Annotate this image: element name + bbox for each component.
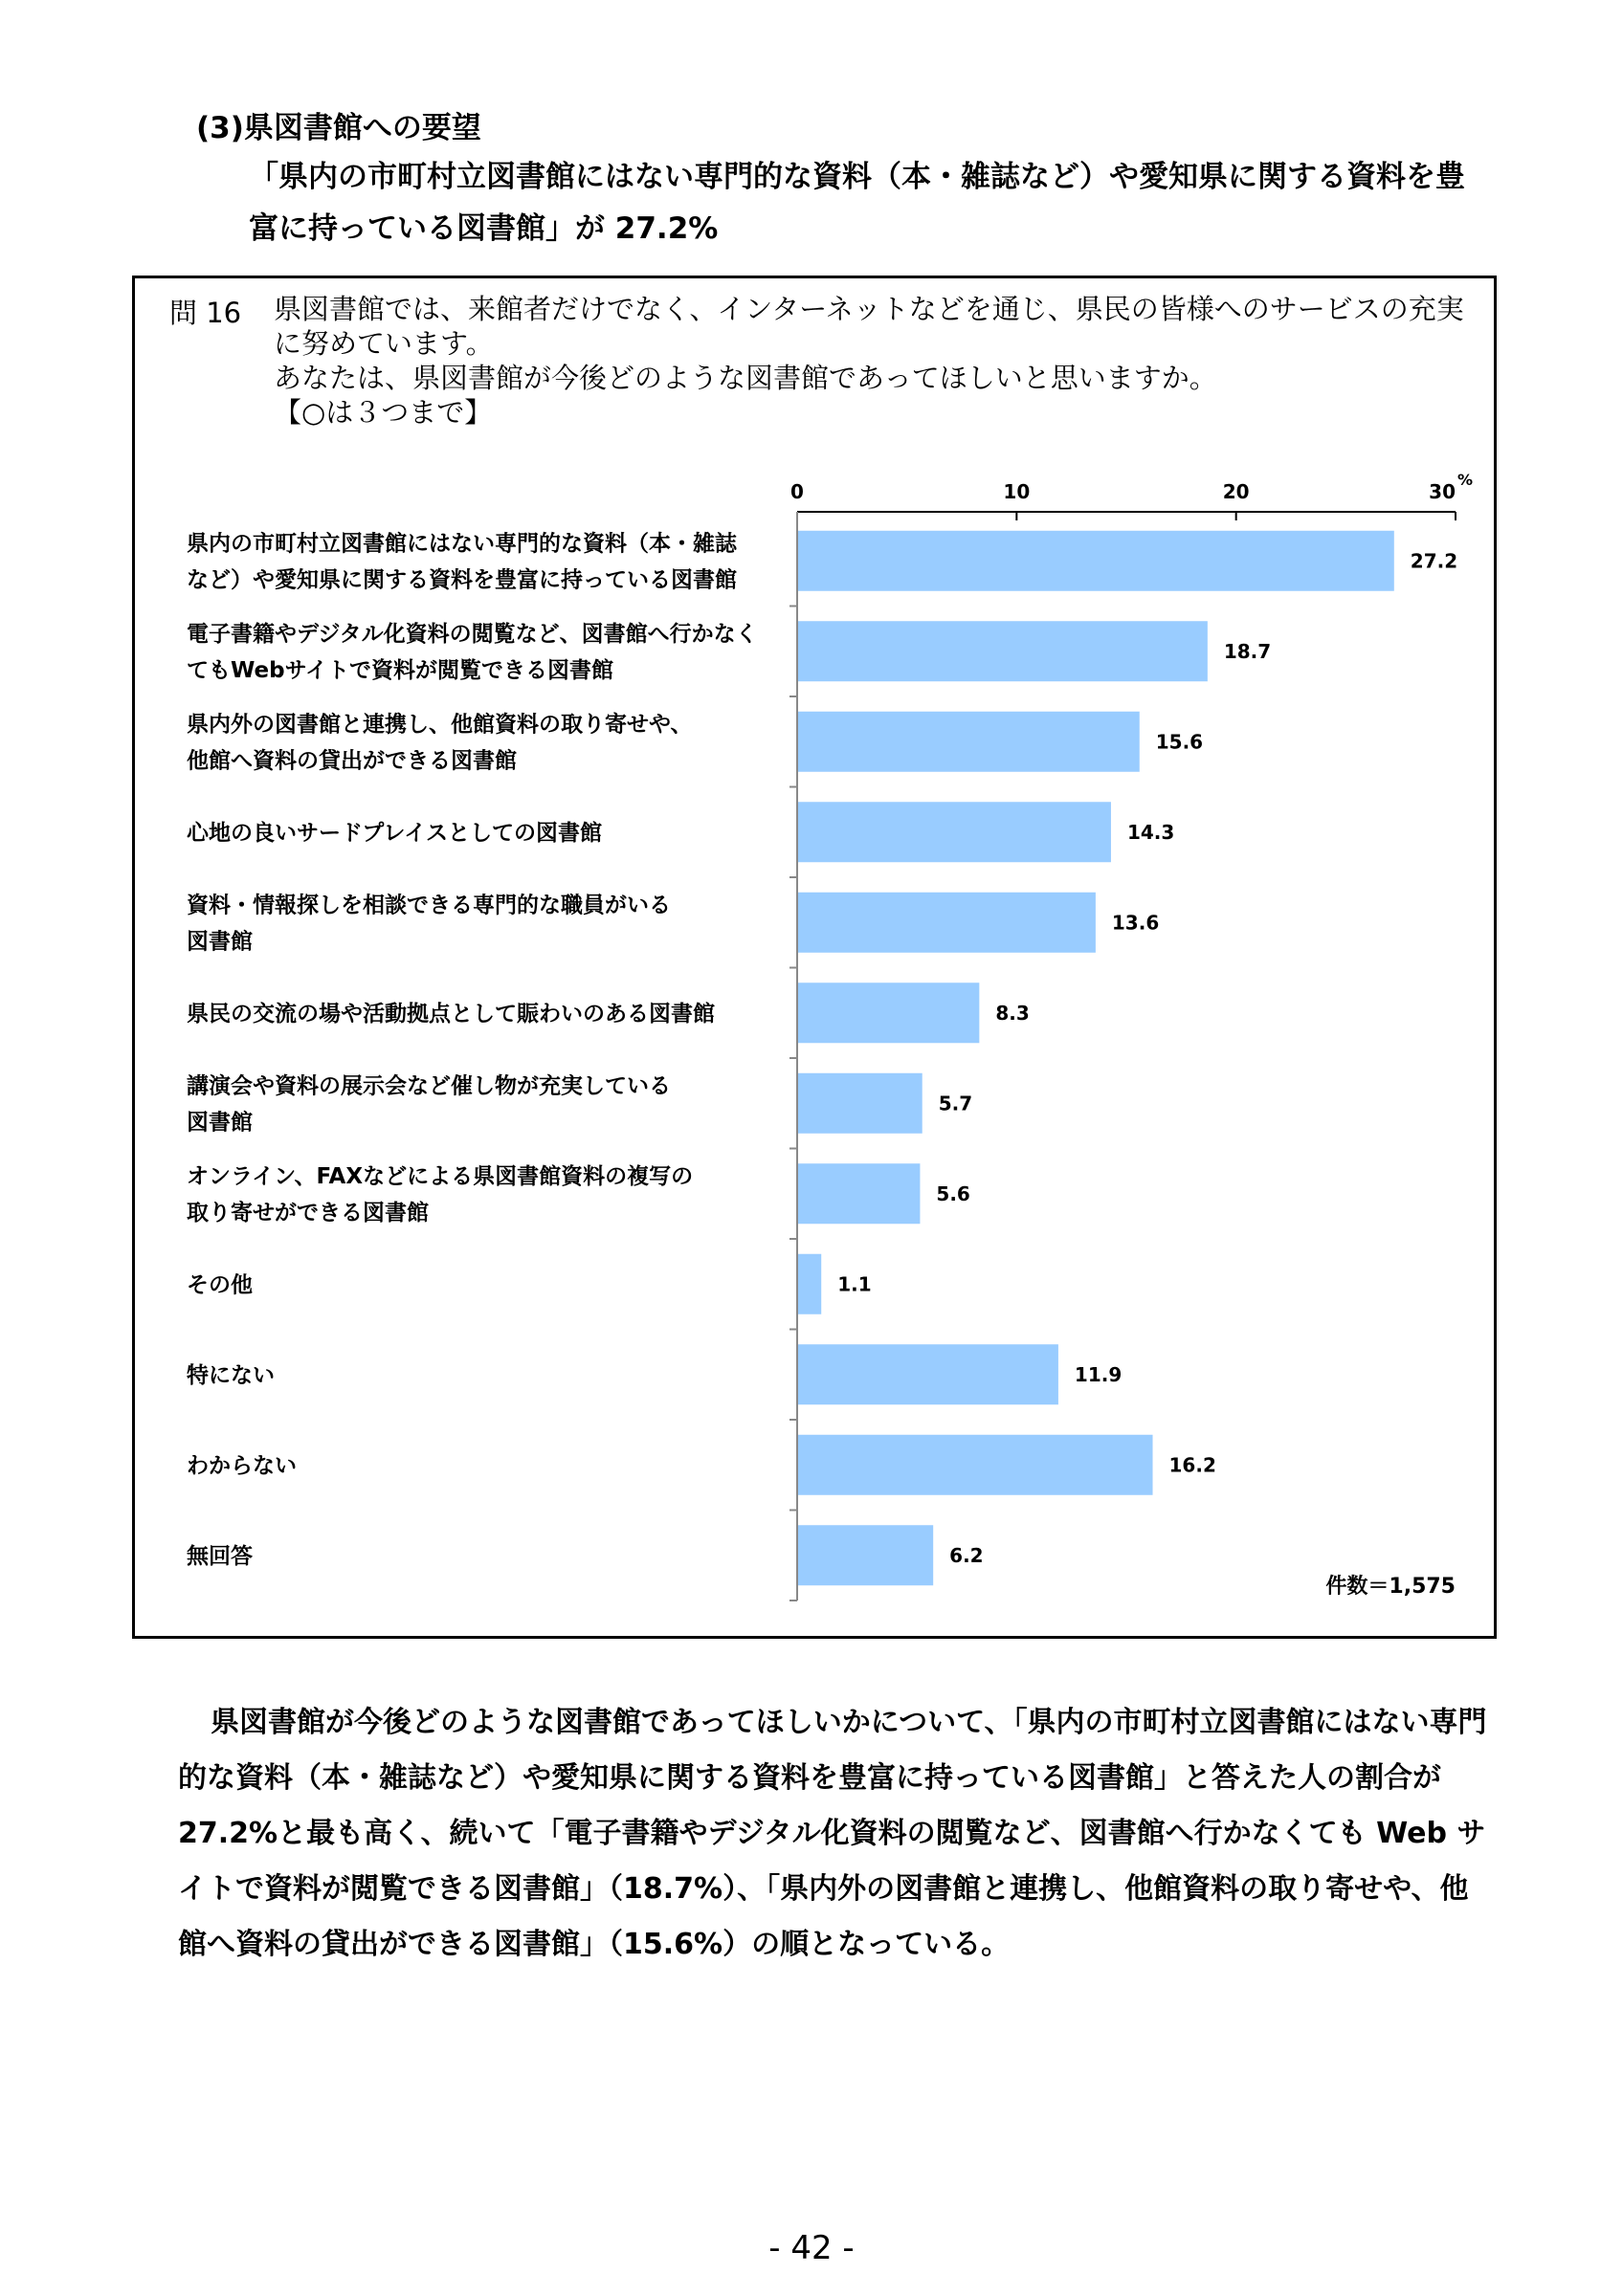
bar-chart [135, 278, 1494, 1636]
x-axis-unit: % [1457, 471, 1474, 489]
value-label: 6.2 [949, 1543, 984, 1567]
category-label: オンライン、FAXなどによる県図書館資料の複写の [187, 1163, 694, 1189]
value-label: 8.3 [995, 1001, 1030, 1025]
value-label: 1.1 [837, 1272, 872, 1296]
category-label: 電子書籍やデジタル化資料の閲覧など、図書館へ行かなく [187, 621, 758, 647]
category-label: 資料・情報探しを相談できる専門的な職員がいる [187, 893, 671, 918]
x-tick-label: 20 [1222, 480, 1250, 503]
bar [798, 802, 1111, 862]
bar [798, 712, 1140, 772]
page-number: - 42 - [768, 2229, 855, 2267]
category-label: など）や愛知県に関する資料を豊富に持っている図書館 [187, 567, 737, 593]
question-box [132, 276, 1497, 1639]
category-label: 県民の交流の場や活動拠点として賑わいのある図書館 [187, 1001, 715, 1027]
bar [798, 1163, 920, 1224]
category-label: 県内外の図書館と連携し、他館資料の取り寄せや、 [187, 712, 693, 738]
category-label: 取り寄せができる図書館 [187, 1200, 429, 1225]
category-label: 図書館 [187, 1110, 253, 1136]
bar [798, 1435, 1153, 1495]
x-tick-label: 0 [790, 480, 804, 503]
question-number: 問 16 [169, 297, 242, 329]
question-instruction: 【○は３つまで】 [274, 396, 493, 429]
category-label: わからない [187, 1453, 297, 1479]
value-label: 11.9 [1074, 1362, 1123, 1386]
category-label: 図書館 [187, 929, 253, 955]
value-label: 14.3 [1126, 820, 1175, 844]
section-headline: 「県内の市町村立図書館にはない専門的な資料（本・雑誌など）や愛知県に関する資料を豊富に持っている図書館」が 27.2% [249, 160, 1465, 246]
bar [798, 621, 1208, 681]
category-label: 特にない [187, 1362, 275, 1388]
category-label: 無回答 [187, 1543, 253, 1569]
value-label: 18.7 [1223, 639, 1272, 663]
bar [798, 1073, 923, 1134]
response-count: 件数＝1,575 [1325, 1575, 1456, 1599]
section-heading: (3)県図書館への要望 [196, 111, 481, 145]
bar [798, 1344, 1058, 1404]
x-tick-label: 10 [1003, 480, 1031, 503]
bar [798, 1525, 933, 1585]
category-label: その他 [187, 1272, 253, 1298]
x-tick-label: 30 [1429, 480, 1456, 503]
bar [798, 1254, 821, 1314]
bar [798, 893, 1096, 953]
summary-paragraph: 県図書館が今後どのような図書館であってほしいかについて、「県内の市町村立図書館にはない専門的な資料（本・雑誌など）や愛知県に関する資料を豊富に持っている図書館」と答えた人の割合が 27.2%と最も高く、続いて「電子書籍やデジタル化資料の閲覧など、図書館へ行かなくても Web サイトで資料が閲覧できる図書館」（18.7%）、「県内外の図書館と連携し、他館資料の取り寄せや、他館へ資料の貸出ができる図書館」（15.6%）の順となっている。 [178, 1706, 1487, 1961]
bar [798, 982, 979, 1043]
question-line: 県図書館では、来館者だけでなく、インターネットなどを通じ、県民の皆様へのサービスの充実に努めています。 [274, 293, 1464, 360]
question-line: あなたは、県図書館が今後どのような図書館であってほしいと思いますか。 [274, 362, 1217, 394]
value-label: 15.6 [1155, 730, 1204, 754]
bar [798, 531, 1394, 591]
category-label: 県内の市町村立図書館にはない専門的な資料（本・雑誌 [187, 531, 737, 557]
value-label: 16.2 [1168, 1453, 1216, 1477]
category-label: 心地の良いサードプレイスとしての図書館 [187, 820, 603, 846]
value-label: 13.6 [1111, 911, 1160, 935]
category-label: 講演会や資料の展示会など催し物が充実している [187, 1073, 671, 1099]
category-label: 他館へ資料の貸出ができる図書館 [187, 748, 517, 774]
category-label: てもWebサイトで資料が閲覧できる図書館 [187, 657, 614, 683]
value-label: 27.2 [1410, 549, 1458, 573]
value-label: 5.7 [938, 1092, 973, 1115]
value-label: 5.6 [936, 1181, 970, 1205]
